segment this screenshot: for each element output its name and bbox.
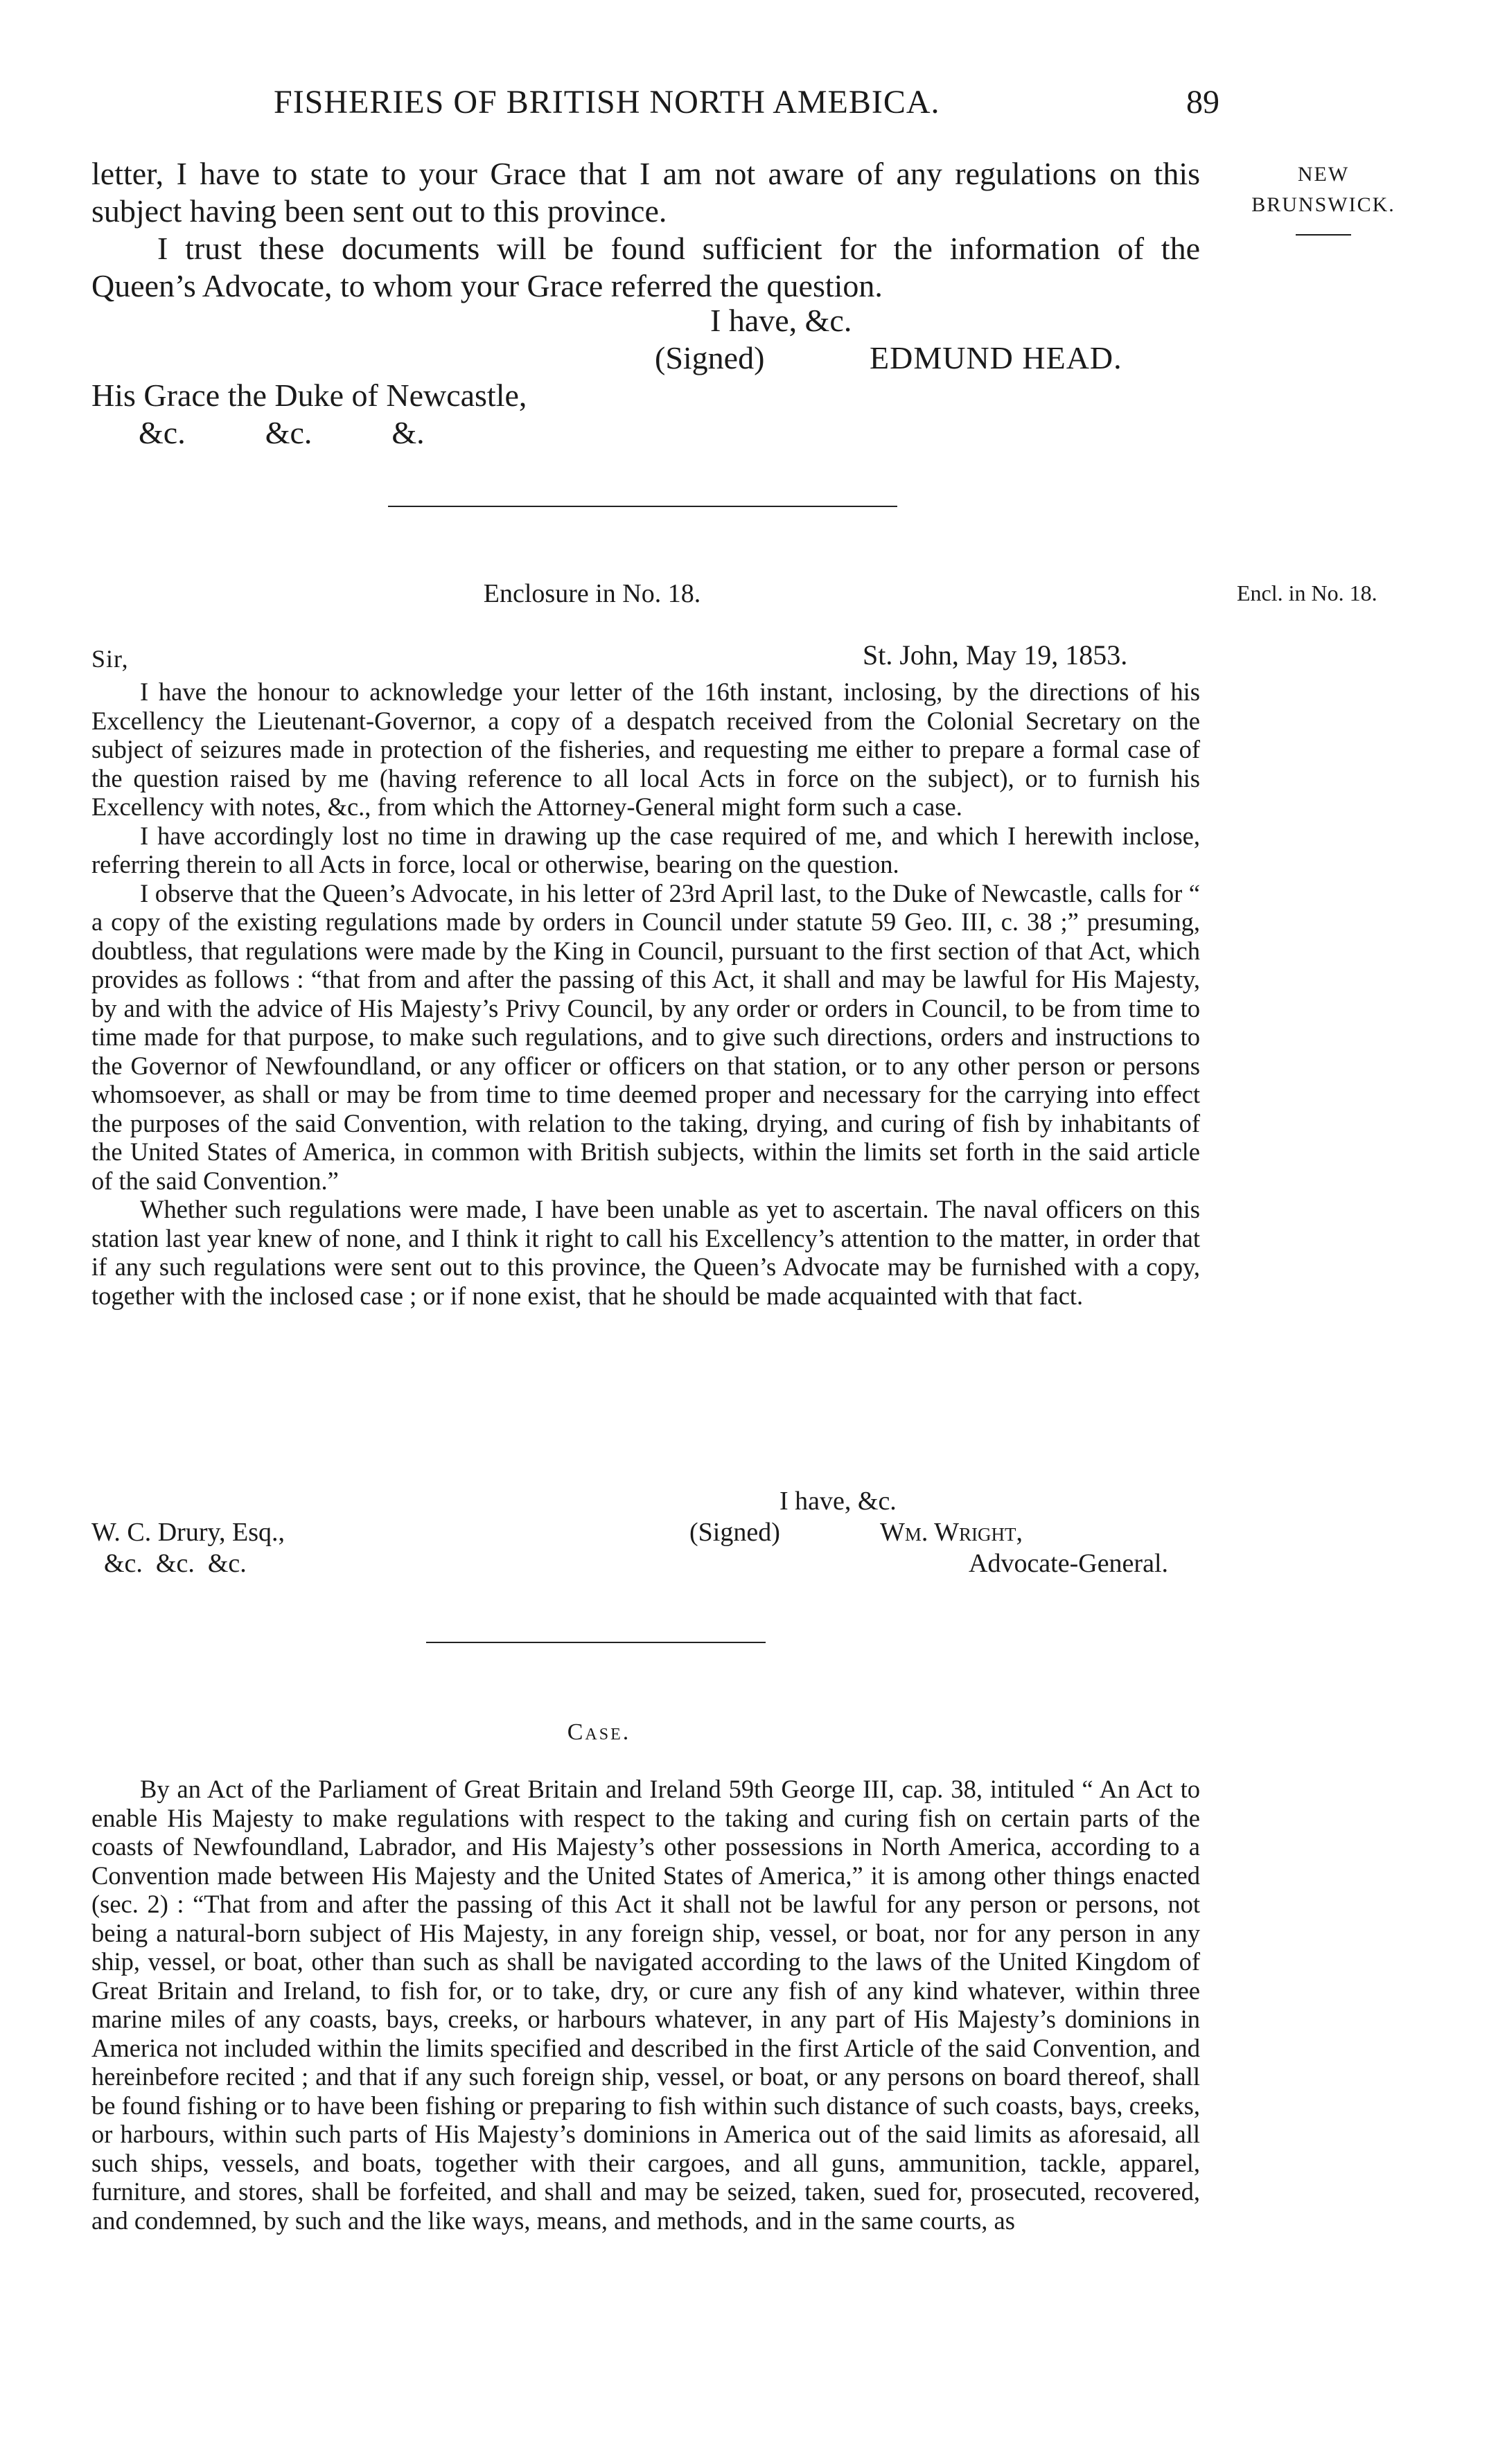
margin-province-line2: BRUNSWICK. (1251, 193, 1395, 216)
case-body (91, 1775, 1200, 2235)
letter-continuation (91, 155, 1200, 305)
enclosure-addressee-line1: W. C. Drury, Esq., (91, 1518, 285, 1547)
case-paragraph: By an Act of the Parliament of Great Britain and Ireland 59th George III, cap. 38, intituled “ An Act to enable His Majesty to make regulations with respect to the taking and curing fish on certain parts of the coasts of Newfoundland, Labrador, and His Majesty’s other possessions in North America, according to a Convention made between His Majesty and the United States of America,” it is among other things enacted (sec. 2) : “That from and after the passing of this Act it shall not be lawful for any person or persons, not being a natural-born subject of His Majesty, in any foreign ship, vessel, or boat, nor for any person in any ship, vessel, or boat, other than such as shall be navigated according to the laws of the United Kingdom of Great Britain and Ireland, to fish for, or to take, dry, or cure any fish of any kind whatever, within three marine miles of any coasts, bays, creeks, or harbours whatever, in any part of His Majesty’s dominions in America not included within the limits specified and described in the first Article of the said Convention, and hereinbefore recited ; and that if any such foreign ship, vessel, or boat, or any persons on board thereof, shall be found fishing or to have been fishing or preparing to fish within such distance of such coasts, bays, creeks, or harbours, within such parts of His Majesty’s dominions in America out of the said limits as aforesaid, all such ships, vessels, and boats, together with their cargoes, and all guns, ammunition, tackle, apparel, furniture, and stores, shall be forfeited, and shall and may be seized, taken, sued for, prosecuted, recovered, and condemned, by such and the like ways, means, and methods, and in the same courts, as (91, 1775, 1200, 2235)
enclosure-paragraph-1: I have the honour to acknowledge your letter of the 16th instant, inclosing, by the directions of his Excellency the Lieutenant-Governor, a copy of a despatch received from the Colonial Secretary on the subject of seizures made in protection of the fisheries, and requesting me either to prepare a formal case of the question raised by me (having reference to all local Acts in force on the subject), or to furnish his Excellency with notes, &c., from which the Attorney-General might form such a case. (91, 677, 1200, 821)
enclosure-paragraph-4: Whether such regulations were made, I have been unable as yet to ascertain. The naval officers on this station last year knew of none, and I think it right to call his Excellency’s attention to the matter, in order that if any such regulations were sent out to this province, the Queen’s Advocate may be furnished with a copy, together with the inclosed case ; or if none exist, that he should be made acquainted with that fact. (91, 1195, 1200, 1310)
enclosure-letter-body (91, 677, 1200, 1310)
letter1-closing: I have, &c. (710, 303, 852, 338)
margin-province-note (1233, 159, 1413, 220)
enclosure-signatory: Wm. Wright, (880, 1518, 1023, 1547)
enclosure-closing: I have, &c. (779, 1487, 897, 1516)
letter1-addressee-line2: &c. &c. &. (139, 415, 425, 450)
margin-rule (1296, 234, 1351, 236)
letter1-signed: (Signed) (655, 340, 765, 375)
letter1-paragraph-2: I trust these documents will be found sufficient for the information of the Queen’s Advocate, to whom your Grace referred the question. (91, 231, 1200, 303)
margin-province-line1: NEW (1297, 163, 1350, 186)
enclosure-addressee-line2: &c. &c. &c. (104, 1549, 247, 1578)
letter1-signatory: EDMUND HEAD. (870, 340, 1122, 375)
dateline: St. John, May 19, 1853. (863, 639, 1128, 671)
enclosure-paragraph-2: I have accordingly lost no time in drawing up the case required of me, and which I herewith inclose, referring therein to all Acts in force, local or otherwise, bearing on the question. (91, 821, 1200, 878)
enclosure-title: Enclosure in No. 18. (483, 579, 701, 608)
running-title: FISHERIES OF BRITISH NORTH AMEBICA. (274, 84, 940, 121)
letter1-addressee-line1: His Grace the Duke of Newcastle, (91, 378, 527, 413)
case-divider (426, 1642, 766, 1643)
enclosure-signed: (Signed) (689, 1518, 780, 1547)
salutation: Sir, (91, 645, 129, 673)
page-number: 89 (1186, 84, 1219, 121)
section-divider (388, 506, 897, 507)
letter1-paragraph-1: letter, I have to state to your Grace that I am not aware of any regulations on this subject having been sent out to this province. (91, 156, 1200, 229)
margin-enclosure-note: Encl. in No. 18. (1237, 580, 1377, 605)
enclosure-paragraph-3: I observe that the Queen’s Advocate, in his letter of 23rd April last, to the Duke of Newcastle, calls for “ a copy of the existing regulations made by orders in Council under statute 59 Geo. III, c. 38 ;” presuming, doubtless, that regulations were made by the King in Council, pursuant to the first section of that Act, which provides as follows : “that from and after the passing of this Act, it shall and may be lawful for His Majesty, by and with the advice of His Majesty’s Privy Council, by any order or orders in Council, to be from time to time made for that purpose, to make such regulations, and to give such directions, orders and instructions to the Governor of Newfoundland, or any officer or officers on that station, or to any other person or persons whomsoever, as shall or may be from time to time deemed proper and necessary for the carrying into effect the purposes of the said Convention, with relation to the taking, drying, and curing of fish by inhabitants of the United States of America, in common with British subjects, within the limits set forth in the said article of the said Convention.” (91, 878, 1200, 1195)
case-title: Case. (567, 1719, 631, 1745)
enclosure-signatory-title: Advocate-General. (969, 1549, 1169, 1578)
